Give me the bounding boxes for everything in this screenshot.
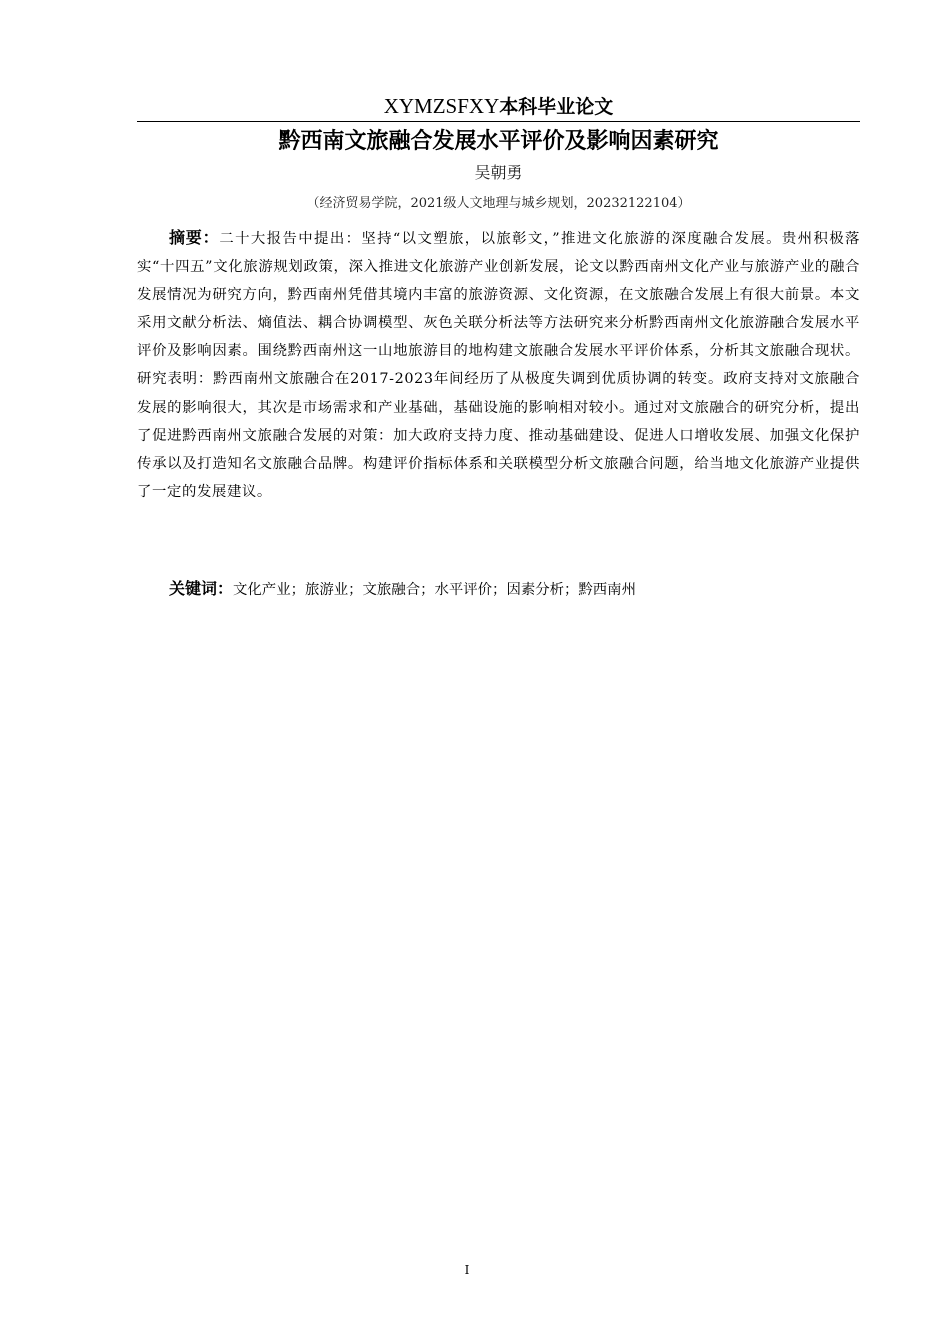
author-affiliation: （经济贸易学院，2021级人文地理与城乡规划，20232122104） <box>306 196 691 211</box>
keywords-label: 关键词： <box>169 579 234 598</box>
header-code: XYMZSFXY <box>383 94 500 118</box>
paper-title: 黔西南文旅融合发展水平评价及影响因素研究 <box>278 129 719 154</box>
running-header <box>137 92 860 121</box>
keywords-text: 文化产业；旅游业；文旅融合；水平评价；因素分析；黔西南州 <box>233 582 636 598</box>
page-number: I <box>464 1263 470 1277</box>
author-name: 吴朝勇 <box>474 163 523 182</box>
abstract-label: 摘要： <box>169 228 220 247</box>
keywords-line <box>137 575 860 604</box>
header-rule <box>137 121 860 122</box>
abstract-text: 二十大报告中提出：坚持“以文塑旅，以旅彰文，”推进文化旅游的深度融合发展。贵州积极落实“十四五”文化旅游规划政策，深入推进文化旅游产业创新发展，论文以黔西南州文化产业与旅游产业的融合发展情况为研究方向，黔西南州凭借其境内丰富的旅游资源、文化资源，在文旅融合发展上有很大前景。本文采用文献分析法、熵值法、耦合协调模型、灰色关联分析法等方法研究来分析黔西南州文化旅游融合发展水平评价及影响因素。围绕黔西南州这一山地旅游目的地构建文旅融合发展水平评价体系，分析其文旅融合现状。研究表明：黔西南州文旅融合在2017-2023年间经历了从极度失调到优质协调的转变。政府支持对文旅融合发展的影响很大，其次是市场需求和产业基础，基础设施的影响相对较小。通过对文旅融合的研究分析，提出了促进黔西南州文旅融合发展的对策：加大政府支持力度、推动基础建设、促进人口增收发展、加强文化保护传承以及打造知名文旅融合品牌。构建评价指标体系和关联模型分析文旅融合问题，给当地文化旅游产业提供了一定的发展建议。 <box>137 231 860 500</box>
abstract-paragraph <box>137 224 860 506</box>
header-label: 本科毕业论文 <box>499 96 614 118</box>
